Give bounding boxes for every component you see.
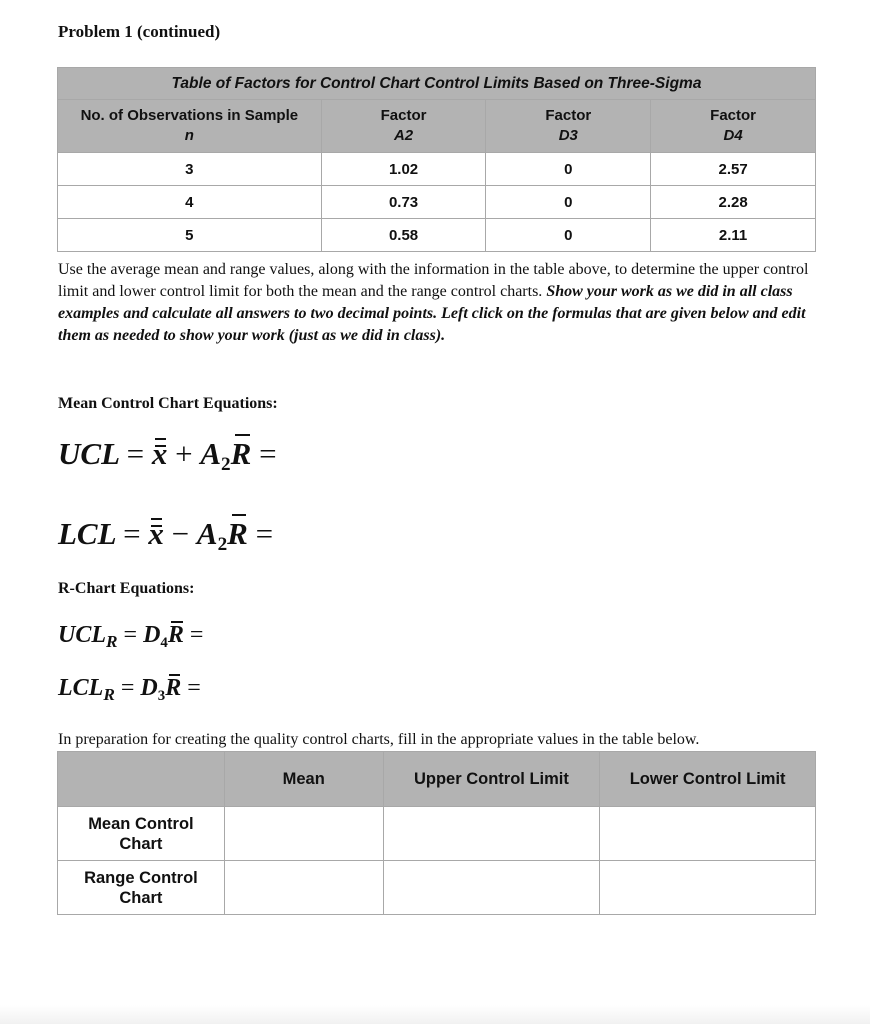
lcl-equation[interactable]: LCL = x − A2R = — [58, 516, 274, 556]
table-row — [58, 807, 816, 861]
mean-chart-ucl-cell[interactable] — [383, 807, 600, 861]
table-row — [58, 219, 816, 252]
table-row — [58, 153, 816, 186]
lcl-r-equation[interactable]: $LCL_R = D3R$ = — [58, 675, 201, 704]
cell-d3: 0 — [486, 186, 651, 219]
instructions — [58, 259, 818, 347]
cell-a2: 0.58 — [321, 219, 486, 252]
range-chart-ucl-cell[interactable] — [383, 861, 600, 915]
page-heading: Problem 1 (continued) — [58, 22, 221, 41]
quality-header-mean: Mean — [224, 752, 383, 807]
table-row — [58, 186, 816, 219]
row-label-range-chart: Range Control Chart — [58, 861, 225, 915]
prep-text: In preparation for creating the quality control charts, fill in the appropriate values in the table below. — [58, 731, 700, 748]
ucl-r-equation[interactable]: $UCL_R = D4R$ = — [58, 622, 204, 651]
cell-d3: 0 — [486, 219, 651, 252]
factor-table — [57, 67, 816, 252]
r-section-title: R-Chart Equations: — [58, 580, 195, 597]
ucl-equation[interactable]: UCL = x + A2R = — [58, 436, 277, 476]
cell-d4: 2.11 — [651, 219, 816, 252]
cell-n: 4 — [58, 186, 322, 219]
cell-n: 5 — [58, 219, 322, 252]
mean-section-title: Mean Control Chart Equations: — [58, 395, 278, 412]
cell-d3: 0 — [486, 153, 651, 186]
quality-header-blank — [58, 752, 225, 807]
header-factor-d4: Factor D4 — [651, 100, 816, 153]
cell-d4: 2.28 — [651, 186, 816, 219]
factor-table-title: Table of Factors for Control Chart Control Limits Based on Three-Sigma — [58, 68, 816, 100]
row-label-mean-chart: Mean Control Chart — [58, 807, 225, 861]
instructions-emphasis: Show your work as we did in all class examples and calculate all answers to two decimal points. Left click on the formulas that are given below and edit them as needed to show your work (just as we did in class). — [58, 283, 806, 344]
range-chart-lcl-cell[interactable] — [600, 861, 816, 915]
header-factor-d3: Factor D3 — [486, 100, 651, 153]
quality-table — [57, 751, 816, 915]
quality-header-lcl: Lower Control Limit — [600, 752, 816, 807]
cell-a2: 0.73 — [321, 186, 486, 219]
mean-chart-mean-cell[interactable] — [224, 807, 383, 861]
table-row — [58, 861, 816, 915]
header-observations: No. of Observations in Sample n — [58, 100, 322, 153]
range-chart-mean-cell[interactable] — [224, 861, 383, 915]
instructions-text: Use the average mean and range values, along with the information in the table above, to determine the upper control limit and lower control limit for both the mean and the range control charts. — [58, 261, 809, 300]
header-factor-a2: Factor A2 — [321, 100, 486, 153]
quality-header-ucl: Upper Control Limit — [383, 752, 600, 807]
cell-d4: 2.57 — [651, 153, 816, 186]
cell-n: 3 — [58, 153, 322, 186]
cell-a2: 1.02 — [321, 153, 486, 186]
page-bottom-edge — [0, 1005, 870, 1024]
mean-chart-lcl-cell[interactable] — [600, 807, 816, 861]
